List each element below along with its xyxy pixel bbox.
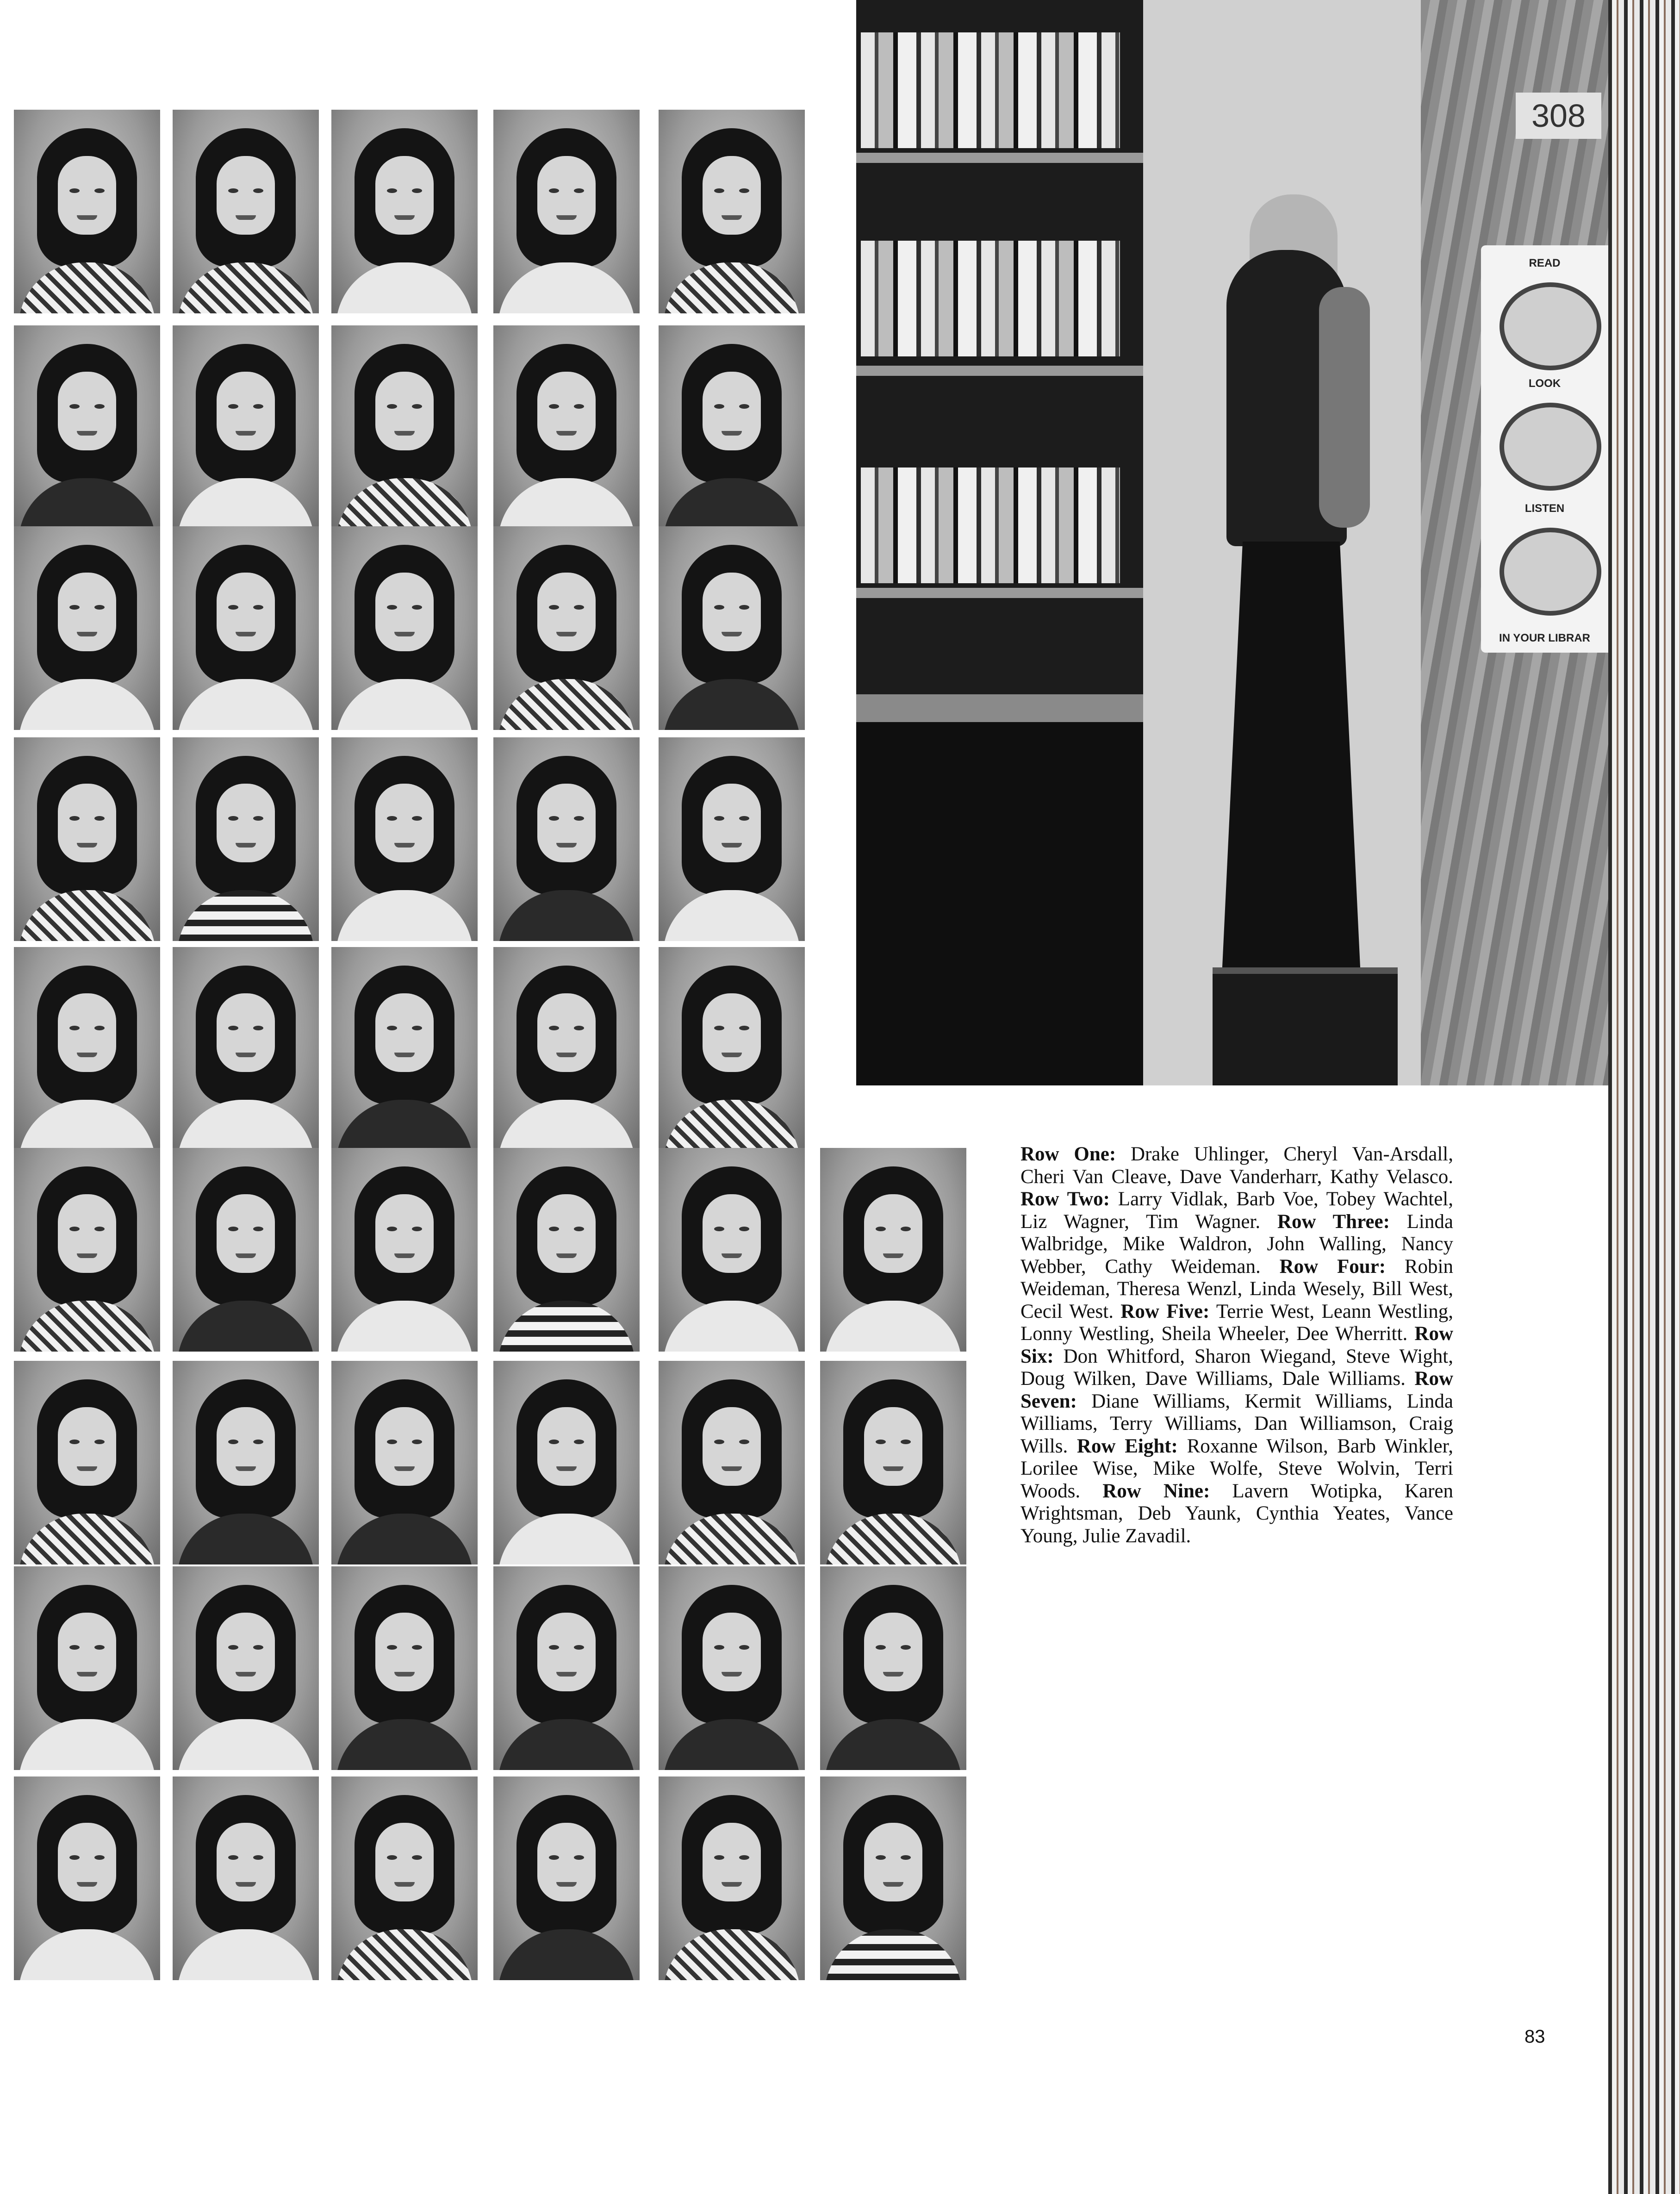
row-label: Row Two: [1020,1188,1110,1210]
portrait [820,1776,966,1980]
portrait [659,1776,805,1980]
portrait [659,1148,805,1352]
row-label: Row Four: [1279,1255,1386,1278]
portrait [659,526,805,730]
portrait [14,1776,160,1980]
step-stool [1213,967,1398,1085]
poster-word: LOOK [1528,377,1561,390]
portrait [331,1361,478,1564]
row-label: Row Five: [1120,1300,1210,1322]
portrait [493,1566,640,1770]
portrait [173,1361,319,1564]
portrait [14,1148,160,1352]
portrait [14,110,160,313]
portrait [173,737,319,941]
room-number-sign: 308 [1516,93,1601,139]
portrait [331,526,478,730]
portrait [173,947,319,1151]
row-names: Drake Uhlinger, Cheryl Van-Arsdall, Cheri Van Cleave, Dave Vanderharr, Kathy Velasco. [1020,1143,1453,1188]
row-names: Don Whitford, Sharon Wiegand, Steve Wight, Doug Wilken, Dave Williams, Dale Williams. [1020,1345,1453,1390]
portrait [493,947,640,1151]
row-names: Terrie West, Leann Westling, Lonny Westling, Sheila Wheeler, Dee Wherritt. [1020,1300,1453,1345]
portrait [14,1566,160,1770]
page-number: 83 [1524,2026,1545,2047]
portrait [14,526,160,730]
row-names: Lavern Wotipka, Karen Wrightsman, Deb Yaunk, Cynthia Yeates, Vance Young, Julie Zavadil. [1020,1480,1453,1547]
portrait [331,110,478,313]
row-label: Row One: [1020,1143,1116,1165]
row-names: Diane Williams, Kermit Williams, Linda Williams, Terry Williams, Dan Williamson, Craig Wills. [1020,1390,1453,1457]
portrait [331,947,478,1151]
portrait [331,325,478,529]
portrait [331,1148,478,1352]
portrait [14,737,160,941]
book-binding-edge [1608,0,1680,2194]
row-names: Larry Vidlak, Barb Voe, Tobey Wachtel, Liz Wagner, Tim Wagner. [1020,1188,1453,1233]
poster-word: IN YOUR LIBRAR [1499,632,1590,644]
row-names: Robin Weideman, Theresa Wenzl, Linda Wesely, Bill West, Cecil West. [1020,1255,1453,1322]
portrait [493,1361,640,1564]
portrait [173,325,319,529]
row-names: Roxanne Wilson, Barb Winkler, Lorilee Wise, Mike Wolfe, Steve Wolvin, Terri Woods. [1020,1435,1453,1502]
portrait [493,1776,640,1980]
portrait [14,947,160,1151]
row-label: Row Three: [1277,1210,1390,1233]
portrait [331,1566,478,1770]
library-poster [1481,245,1608,653]
portrait [173,526,319,730]
row-label: Row Nine: [1102,1480,1210,1502]
portrait [173,110,319,313]
portrait [659,1566,805,1770]
portrait [173,1566,319,1770]
portrait [820,1361,966,1564]
portrait [820,1566,966,1770]
portrait [14,1361,160,1564]
row-label: Row Six: [1020,1323,1453,1367]
poster-word: LISTEN [1524,502,1565,515]
portrait [14,325,160,529]
portrait [493,526,640,730]
row-label: Row Eight: [1076,1435,1178,1457]
portrait [659,110,805,313]
portrait [331,1776,478,1980]
row-names: Linda Walbridge, Mike Waldron, John Walling, Nancy Webber, Cathy Weideman. [1020,1210,1453,1278]
portrait [659,737,805,941]
name-caption [1020,1143,1453,1547]
portrait [493,325,640,529]
poster-word: READ [1529,257,1561,269]
library-desk [856,722,1157,1085]
portrait [493,737,640,941]
portrait [820,1148,966,1352]
library-photo [856,0,1608,1085]
portrait [173,1776,319,1980]
portrait [331,737,478,941]
portrait [493,1148,640,1352]
portrait [659,1361,805,1564]
portrait [173,1148,319,1352]
portrait [659,325,805,529]
portrait [493,110,640,313]
portrait [659,947,805,1151]
row-label: Row Seven: [1020,1368,1453,1412]
